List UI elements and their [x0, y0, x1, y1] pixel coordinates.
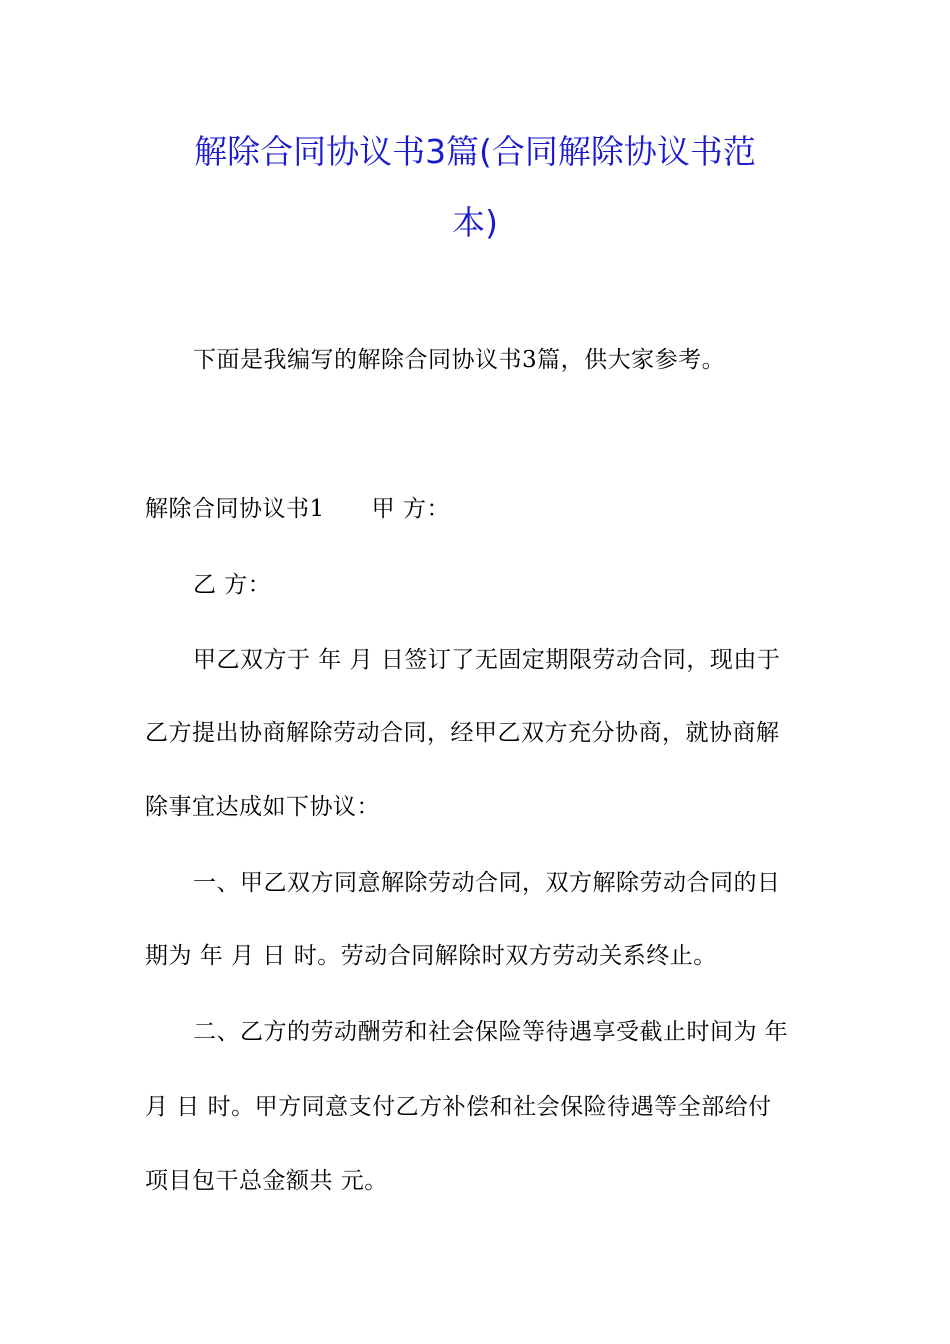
clause-2-line: 二、乙方的劳动酬劳和社会保险等待遇享受截止时间为 年	[193, 1019, 789, 1045]
party-b-line: 乙 方：	[193, 572, 272, 598]
clause-1-line: 一、甲乙双方同意解除劳动合同，双方解除劳动合同的日	[193, 870, 781, 896]
document-title-line-1: 解除合同协议书3篇(合同解除协议书范	[194, 132, 756, 171]
document-title-line-2: 本)	[452, 203, 498, 242]
paragraph-line: 甲乙双方于 年 月 日签订了无固定期限劳动合同，现由于	[193, 647, 781, 673]
section-heading-agreement-1: 解除合同协议书1 甲 方：	[145, 496, 450, 522]
paragraph-line: 乙方提出协商解除劳动合同，经甲乙双方充分协商，就协商解	[145, 720, 780, 746]
intro-paragraph: 下面是我编写的解除合同协议书3篇，供大家参考。	[193, 347, 726, 373]
clause-1-line: 期为 年 月 日 时。劳动合同解除时双方劳动关系终止。	[145, 943, 717, 969]
clause-2-line: 项目包干总金额共 元。	[145, 1168, 388, 1194]
clause-2-line: 月 日 时。甲方同意支付乙方补偿和社会保险待遇等全部给付	[145, 1094, 772, 1120]
paragraph-line: 除事宜达成如下协议：	[145, 794, 380, 820]
